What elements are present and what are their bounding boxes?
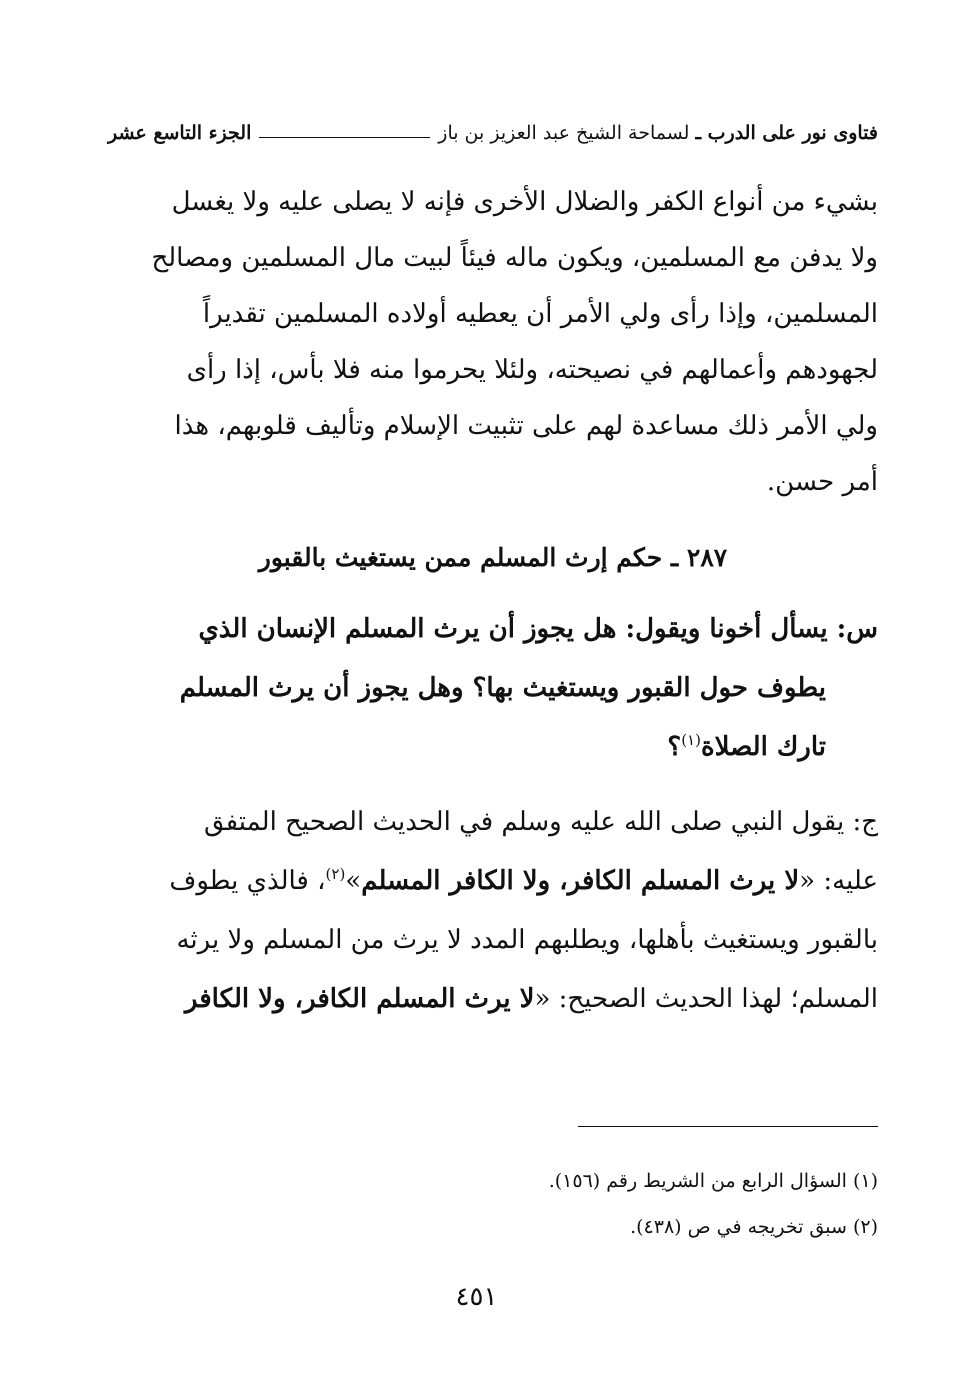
paragraph-line: ولي الأمر ذلك مساعدة لهم على تثبيت الإسلام وتأليف قلوبهم، هذا: [174, 411, 878, 441]
footnote-1: (١) السؤال الرابع من الشريط رقم (١٥٦).: [548, 1170, 878, 1192]
paragraph-line: لجهودهم وأعمالهم في نصيحته، ولئلا يحرموا منه فلا بأس، إذا رأى: [186, 355, 878, 385]
hadith-quote: لا يرث المسلم الكافر، ولا الكافر: [184, 984, 535, 1014]
footnote-2: (٢) سبق تخريجه في ص (٤٣٨).: [630, 1216, 878, 1238]
question-line-last: [108, 718, 878, 777]
answer-text: المسلم؛ لهذا الحديث الصحيح: «: [534, 984, 878, 1014]
question-text: تارك الصلاة: [700, 732, 826, 762]
footnote-ref-1: (١): [681, 731, 701, 749]
paragraph-line: ولا يدفن مع المسلمين، ويكون ماله فيئاً لبيت مال المسلمين ومصالح: [151, 243, 878, 273]
question-block: [108, 600, 878, 777]
answer-line: ج: يقول النبي صلى الله عليه وسلم في الحديث الصحيح المتفق: [203, 807, 878, 837]
header-rule: [259, 137, 430, 138]
paragraph-line: المسلمين، وإذا رأى ولي الأمر أن يعطيه أولاده المسلمين تقديراً: [202, 299, 878, 329]
question-mark: ؟: [667, 732, 682, 762]
question-line: س: يسأل أخونا ويقول: هل يجوز أن يرث المسلم الإنسان الذي: [198, 614, 878, 644]
header-book-title: فتاوى نور على الدرب ـ: [695, 122, 878, 144]
continuation-paragraph: [108, 174, 878, 510]
answer-text: عليه: «: [799, 866, 878, 896]
page-number: ٤٥١: [455, 1282, 498, 1312]
header-part: الجزء التاسع عشر: [108, 122, 252, 144]
answer-line: [108, 852, 878, 911]
footnote-separator: [578, 1126, 878, 1127]
header-author: لسماحة الشيخ عبد العزيز بن باز: [438, 122, 690, 144]
paragraph-line: بشيء من أنواع الكفر والضلال الأخرى فإنه لا يصلى عليه ولا يغسل: [171, 187, 878, 217]
section-title: ٢٨٧ ـ حكم إرث المسلم ممن يستغيث بالقبور: [258, 543, 728, 572]
answer-line: [108, 970, 878, 1029]
paragraph-line: أمر حسن.: [766, 467, 878, 497]
quote-close: »: [345, 866, 362, 896]
answer-text: ، فالذي يطوف: [169, 866, 326, 896]
question-line: يطوف حول القبور ويستغيث بها؟ وهل يجوز أن يرث المسلم: [179, 673, 826, 703]
footnotes: [108, 1158, 878, 1250]
answer-line: بالقبور ويستغيث بأهلها، ويطلبهم المدد لا يرث من المسلم ولا يرثه: [176, 925, 878, 955]
running-header: [108, 116, 878, 150]
footnote-ref-2: (٢): [325, 865, 346, 883]
answer-block: [108, 793, 878, 1029]
hadith-quote: لا يرث المسلم الكافر، ولا الكافر المسلم: [361, 866, 800, 896]
